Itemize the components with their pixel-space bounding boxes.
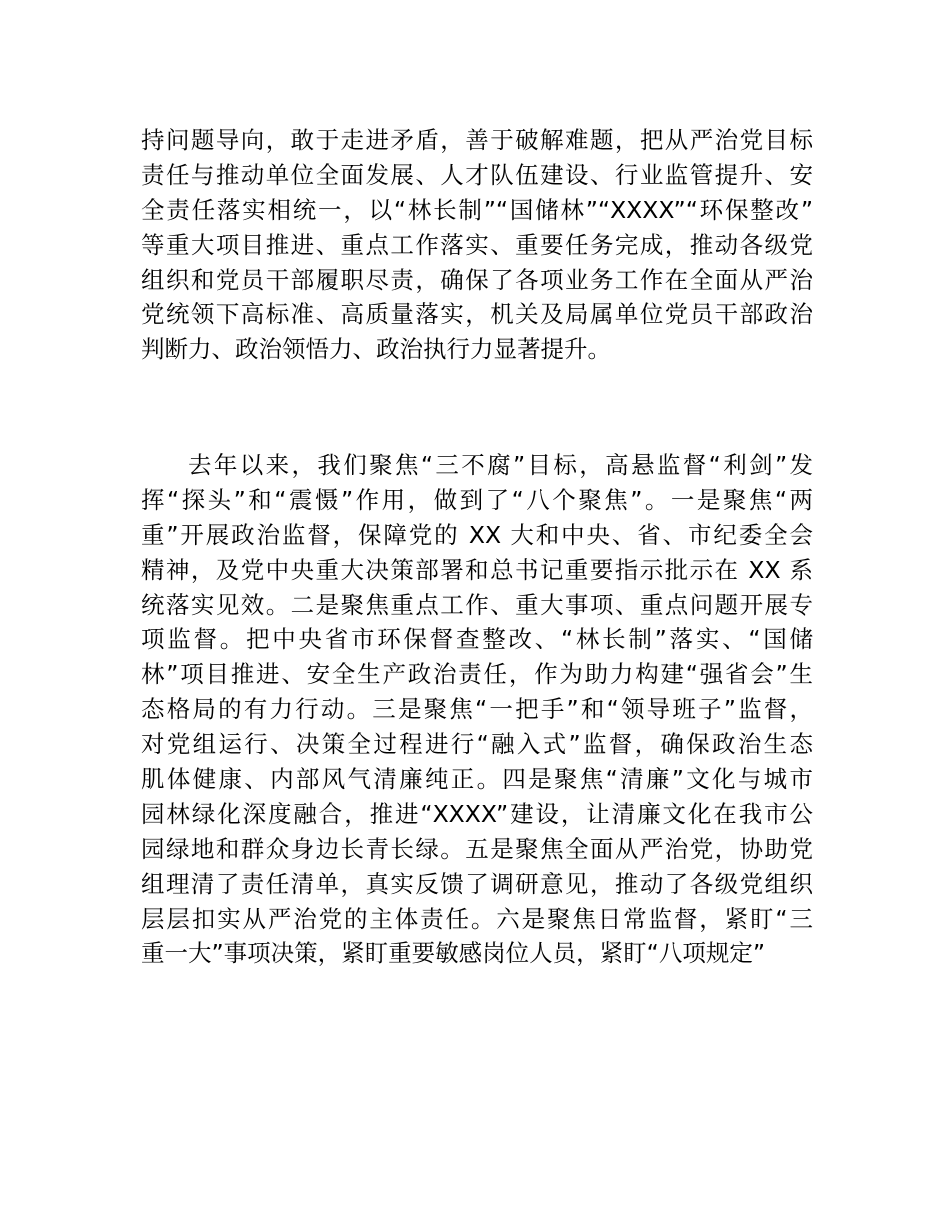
text-line: 组织和党员干部履职尽责，确保了各项业务工作在全面从严治 bbox=[141, 265, 813, 294]
text-line: 组理清了责任清单，真实反馈了调研意见，推动了各级党组织 bbox=[141, 869, 813, 898]
text-line: 精神，及党中央重大决策部署和总书记重要指示批示在 XX 系 bbox=[141, 555, 813, 584]
text-line: 重”开展政治监督，保障党的 XX 大和中央、省、市纪委全会 bbox=[141, 520, 813, 549]
text-line: 重一大”事项决策，紧盯重要敏感岗位人员，紧盯“八项规定” bbox=[141, 939, 766, 968]
text-line: 全责任落实相统一，以“林长制”“国储林”“XXXX”“环保整改” bbox=[141, 195, 813, 224]
paragraph bbox=[141, 123, 813, 367]
text-line: 园林绿化深度融合，推进“XXXX”建设，让清廉文化在我市公 bbox=[141, 799, 813, 828]
text-line: 林”项目推进、安全生产政治责任，作为助力构建“强省会”生 bbox=[141, 660, 813, 689]
text-line: 园绿地和群众身边长青长绿。五是聚焦全面从严治党，协助党 bbox=[141, 834, 813, 863]
text-line: 等重大项目推进、重点工作落实、重要任务完成，推动各级党 bbox=[141, 230, 813, 259]
text-line: 对党组运行、决策全过程进行“融入式”监督，确保政治生态 bbox=[141, 730, 813, 759]
text-line: 责任与推动单位全面发展、人才队伍建设、行业监管提升、安 bbox=[141, 160, 813, 189]
text-line: 层层扣实从严治党的主体责任。六是聚焦日常监督，紧盯“三 bbox=[141, 904, 813, 933]
text-line: 党统领下高标准、高质量落实，机关及局属单位党员干部政治 bbox=[141, 300, 813, 329]
text-line: 项监督。把中央省市环保督查整改、“林长制”落实、“国储 bbox=[141, 625, 813, 654]
paragraph bbox=[141, 448, 813, 971]
text-line: 挥“探头”和“震慑”作用，做到了“八个聚焦”。一是聚焦“两 bbox=[141, 485, 813, 514]
text-line: 统落实见效。二是聚焦重点工作、重大事项、重点问题开展专 bbox=[141, 590, 813, 619]
text-line: 去年以来，我们聚焦“三不腐”目标，高悬监督“利剑”发 bbox=[188, 451, 813, 479]
text-line: 肌体健康、内部风气清廉纯正。四是聚焦“清廉”文化与城市 bbox=[141, 765, 813, 794]
text-line: 持问题导向，敢于走进矛盾，善于破解难题，把从严治党目标 bbox=[141, 126, 813, 154]
text-line: 判断力、政治领悟力、政治执行力显著提升。 bbox=[141, 335, 611, 364]
text-line: 态格局的有力行动。三是聚焦“一把手”和“领导班子”监督， bbox=[141, 695, 813, 724]
